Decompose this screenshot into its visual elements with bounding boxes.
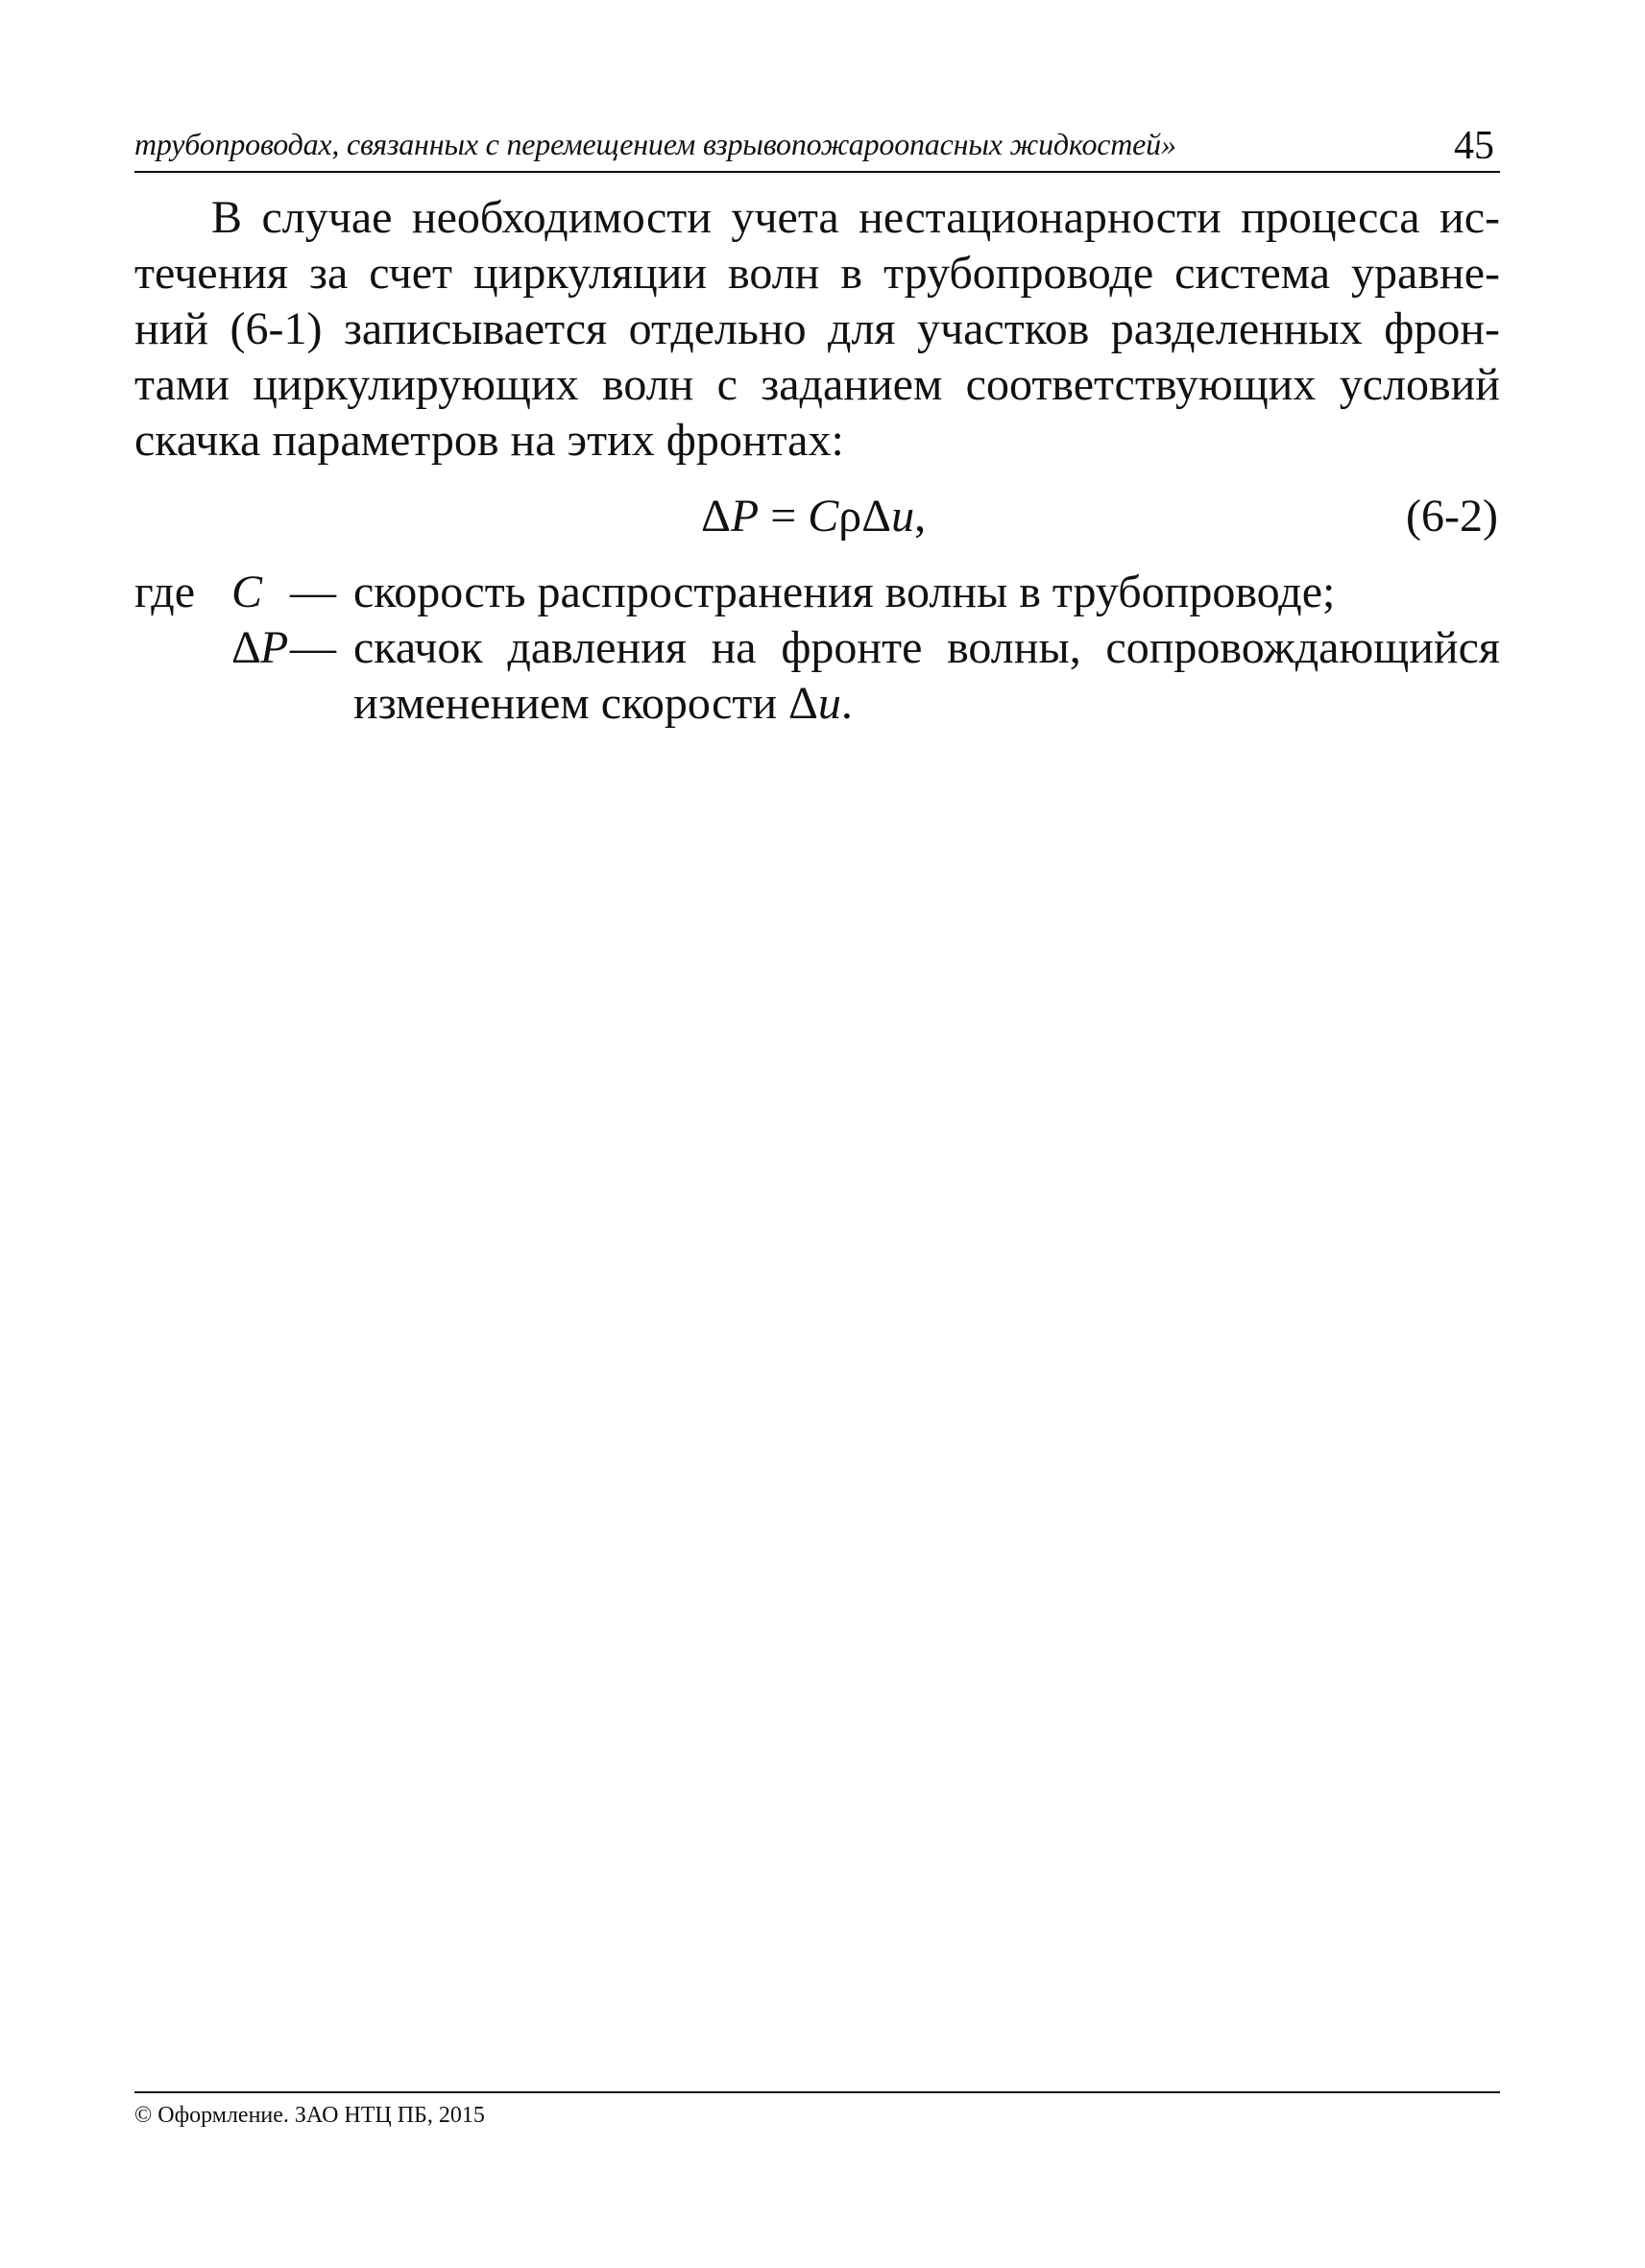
running-header: [134, 123, 1500, 173]
definition-text: скорость распространения волны в трубопроводе;: [353, 567, 1336, 617]
header-rule: [134, 171, 1500, 173]
equation-comma: ,: [914, 491, 927, 542]
definition-text-continued: [353, 676, 853, 732]
equation-var-p: P: [730, 491, 760, 542]
continuation-var-u: u: [817, 678, 841, 729]
continuation-period: .: [840, 678, 853, 729]
running-title: трубопроводах, связанных с перемещением взрывопожароопасных жидкостей»: [134, 127, 1176, 161]
equation-row: [134, 490, 1500, 551]
footer-copyright: © Оформление. ЗАО НТЦ ПБ, 2015: [134, 2103, 485, 2128]
equation-var-c: C: [808, 491, 839, 542]
equation-formula: [701, 490, 926, 543]
equation-equals: =: [759, 491, 809, 542]
paragraph-line: ний (6-1) записывается отдельно для участков разделенных фрон-: [134, 303, 1500, 354]
equation-delta: Δ: [701, 491, 731, 542]
definition-symbol: P: [260, 622, 289, 673]
where-word: где: [134, 567, 196, 617]
definition-dash: —: [290, 622, 336, 673]
equation-delta: Δ: [861, 491, 892, 542]
paragraph-line: скачка параметров на этих фронтах:: [134, 415, 844, 466]
equation-rho: ρ: [838, 491, 862, 542]
definition-continuation: [134, 676, 1500, 732]
definition-symbol: C: [231, 567, 263, 617]
definition-dash: —: [290, 567, 336, 617]
definition-text: скачок давления на фронте волны, сопровождающийся: [353, 622, 1500, 673]
footer-rule: [134, 2091, 1500, 2093]
continuation-text: изменением скорости: [353, 678, 789, 729]
page-number: 45: [1454, 124, 1494, 168]
where-definitions: [134, 565, 1500, 732]
paragraph-line: течения за счет циркуляции волн в трубопроводе система уравне-: [134, 248, 1500, 299]
definition-row: [134, 620, 1500, 676]
paragraph-line: тами циркулирующих волн с заданием соответствующих условий: [134, 359, 1500, 410]
equation-number: (6-2): [1406, 491, 1498, 542]
equation-var-u: u: [891, 491, 915, 542]
body-paragraph: [134, 190, 1500, 469]
continuation-delta: Δ: [788, 678, 818, 729]
definition-row: [134, 565, 1500, 620]
paragraph-line: В случае необходимости учета нестационарности процесса ис-: [211, 192, 1500, 243]
definition-symbol-delta: Δ: [231, 622, 261, 673]
